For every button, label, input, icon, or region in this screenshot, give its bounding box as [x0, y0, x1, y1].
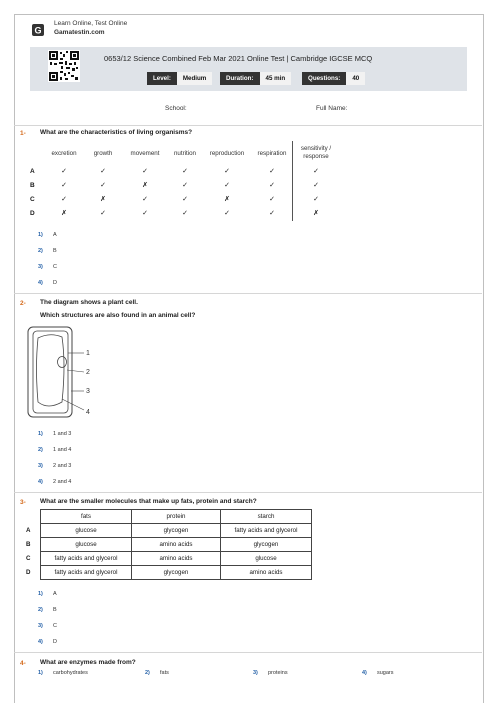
diagram-label: 4: [86, 409, 90, 416]
column-header: protein: [132, 510, 221, 524]
option-number[interactable]: 1): [38, 670, 43, 676]
divider: [14, 125, 482, 126]
row-label: C: [26, 552, 41, 566]
table-row: [26, 524, 312, 538]
mark: ✓: [100, 182, 106, 189]
test-title: 0653/12 Science Combined Feb Mar 2021 Online Test | Cambridge IGCSE MCQ: [104, 54, 373, 63]
option-number[interactable]: 2): [38, 248, 43, 254]
question-number: 2-: [20, 300, 26, 307]
option-text[interactable]: B: [53, 248, 57, 254]
mark: ✓: [269, 168, 275, 175]
row-label: B: [26, 538, 41, 552]
mark: ✓: [313, 168, 319, 175]
mark: ✓: [100, 168, 106, 175]
option-number[interactable]: 4): [362, 670, 367, 676]
option-text[interactable]: A: [53, 591, 57, 597]
mark: ✓: [269, 210, 275, 217]
mark: ✓: [224, 168, 230, 175]
diagram-label: 1: [86, 350, 90, 357]
svg-text:G: G: [34, 25, 42, 36]
option-number[interactable]: 2): [145, 670, 150, 676]
mark: ✗: [142, 182, 148, 189]
option-number[interactable]: 1): [38, 591, 43, 597]
column-header: fats: [41, 510, 132, 524]
mark: ✓: [142, 196, 148, 203]
questions-badge: Questions: 40: [302, 72, 365, 85]
divider: [14, 652, 482, 653]
option-text[interactable]: 1 and 3: [53, 431, 72, 437]
mark: ✓: [269, 196, 275, 203]
option-number[interactable]: 1): [38, 431, 43, 437]
option-text[interactable]: A: [53, 232, 57, 238]
question-text: The diagram shows a plant cell.: [40, 299, 138, 306]
option-number[interactable]: 3): [38, 463, 43, 469]
table-cell: amino acids: [221, 566, 312, 580]
option-number[interactable]: 3): [38, 623, 43, 629]
option-text[interactable]: sugars: [377, 670, 394, 676]
option-text[interactable]: 1 and 4: [53, 447, 72, 453]
corner-cell: [26, 510, 41, 524]
column-header: excretion: [51, 150, 77, 157]
column-header: starch: [221, 510, 312, 524]
divider: [14, 293, 482, 294]
option-text[interactable]: fats: [160, 670, 169, 676]
mark: ✓: [182, 196, 188, 203]
question-number: 3-: [20, 499, 26, 506]
option-number[interactable]: 4): [38, 479, 43, 485]
option-text[interactable]: C: [53, 264, 57, 270]
row-label: D: [26, 566, 41, 580]
option-text[interactable]: 2 and 3: [53, 463, 72, 469]
table-cell: glucose: [221, 552, 312, 566]
option-number[interactable]: 3): [253, 670, 258, 676]
option-number[interactable]: 3): [38, 264, 43, 270]
plant-cell-diagram: [26, 324, 96, 420]
option-text[interactable]: proteins: [268, 670, 288, 676]
row-label: C: [30, 196, 35, 203]
option-text[interactable]: carbohydrates: [53, 670, 88, 676]
table-cell: glycogen: [132, 566, 221, 580]
molecules-table: [26, 509, 312, 580]
mark: ✗: [100, 196, 106, 203]
option-text[interactable]: B: [53, 607, 57, 613]
table-cell: fatty acids and glycerol: [41, 552, 132, 566]
option-number[interactable]: 1): [38, 232, 43, 238]
option-text[interactable]: C: [53, 623, 57, 629]
option-text[interactable]: D: [53, 280, 57, 286]
diagram-label: 3: [86, 388, 90, 395]
mark: ✗: [61, 210, 67, 217]
level-badge: Level: Medium: [147, 72, 212, 85]
mark: ✓: [224, 182, 230, 189]
mark: ✗: [224, 196, 230, 203]
row-label: A: [30, 168, 35, 175]
mark: ✓: [182, 210, 188, 217]
mark: ✓: [182, 182, 188, 189]
table-cell: fatty acids and glycerol: [221, 524, 312, 538]
option-number[interactable]: 4): [38, 280, 43, 286]
mark: ✓: [61, 182, 67, 189]
diagram-label: 2: [86, 369, 90, 376]
question-text: Which structures are also found in an animal cell?: [40, 312, 196, 319]
row-label: B: [30, 182, 35, 189]
mark: ✓: [269, 182, 275, 189]
column-header: growth: [93, 150, 113, 157]
divider: [14, 492, 482, 493]
school-label: School:: [165, 105, 187, 112]
full-name-label: Full Name:: [316, 105, 348, 112]
mark: ✓: [142, 210, 148, 217]
table-row: [26, 538, 312, 552]
table-row: [26, 552, 312, 566]
qr-code-icon: [48, 50, 80, 82]
question-text: What are enzymes made from?: [40, 659, 136, 666]
question-number: 4-: [20, 660, 26, 667]
brand-tagline: Learn Online, Test Online: [54, 20, 128, 27]
question-number: 1-: [20, 130, 26, 137]
option-text[interactable]: D: [53, 639, 57, 645]
column-header: respiration: [257, 150, 287, 157]
column-header: movement: [130, 150, 160, 157]
question-text: What are the characteristics of living organisms?: [40, 129, 193, 136]
option-number[interactable]: 2): [38, 447, 43, 453]
row-label: D: [30, 210, 35, 217]
table-cell: amino acids: [132, 538, 221, 552]
column-header: sensitivity / response: [300, 145, 332, 160]
duration-badge: Duration: 45 min: [220, 72, 291, 85]
table-cell: amino acids: [132, 552, 221, 566]
table-cell: fatty acids and glycerol: [41, 566, 132, 580]
mark: ✓: [313, 196, 319, 203]
option-number[interactable]: 2): [38, 607, 43, 613]
question-text: What are the smaller molecules that make up fats, protein and starch?: [40, 498, 257, 505]
mark: ✓: [61, 196, 67, 203]
option-number[interactable]: 4): [38, 639, 43, 645]
table-cell: glucose: [41, 538, 132, 552]
option-text[interactable]: 2 and 4: [53, 479, 72, 485]
mark: ✓: [224, 210, 230, 217]
gamatestin-logo-icon: [32, 24, 44, 36]
table-cell: glucose: [41, 524, 132, 538]
mark: ✓: [100, 210, 106, 217]
table-header-row: [26, 510, 312, 524]
mark: ✓: [142, 168, 148, 175]
column-header: reproduction: [209, 150, 245, 157]
row-label: A: [26, 524, 41, 538]
table-cell: glycogen: [221, 538, 312, 552]
mark: ✗: [313, 210, 319, 217]
table-cell: glycogen: [132, 524, 221, 538]
table-separator: [292, 141, 293, 221]
mark: ✓: [182, 168, 188, 175]
column-header: nutrition: [173, 150, 196, 157]
brand-site[interactable]: Gamatestin.com: [54, 29, 105, 36]
table-row: [26, 566, 312, 580]
mark: ✓: [313, 182, 319, 189]
mark: ✓: [61, 168, 67, 175]
